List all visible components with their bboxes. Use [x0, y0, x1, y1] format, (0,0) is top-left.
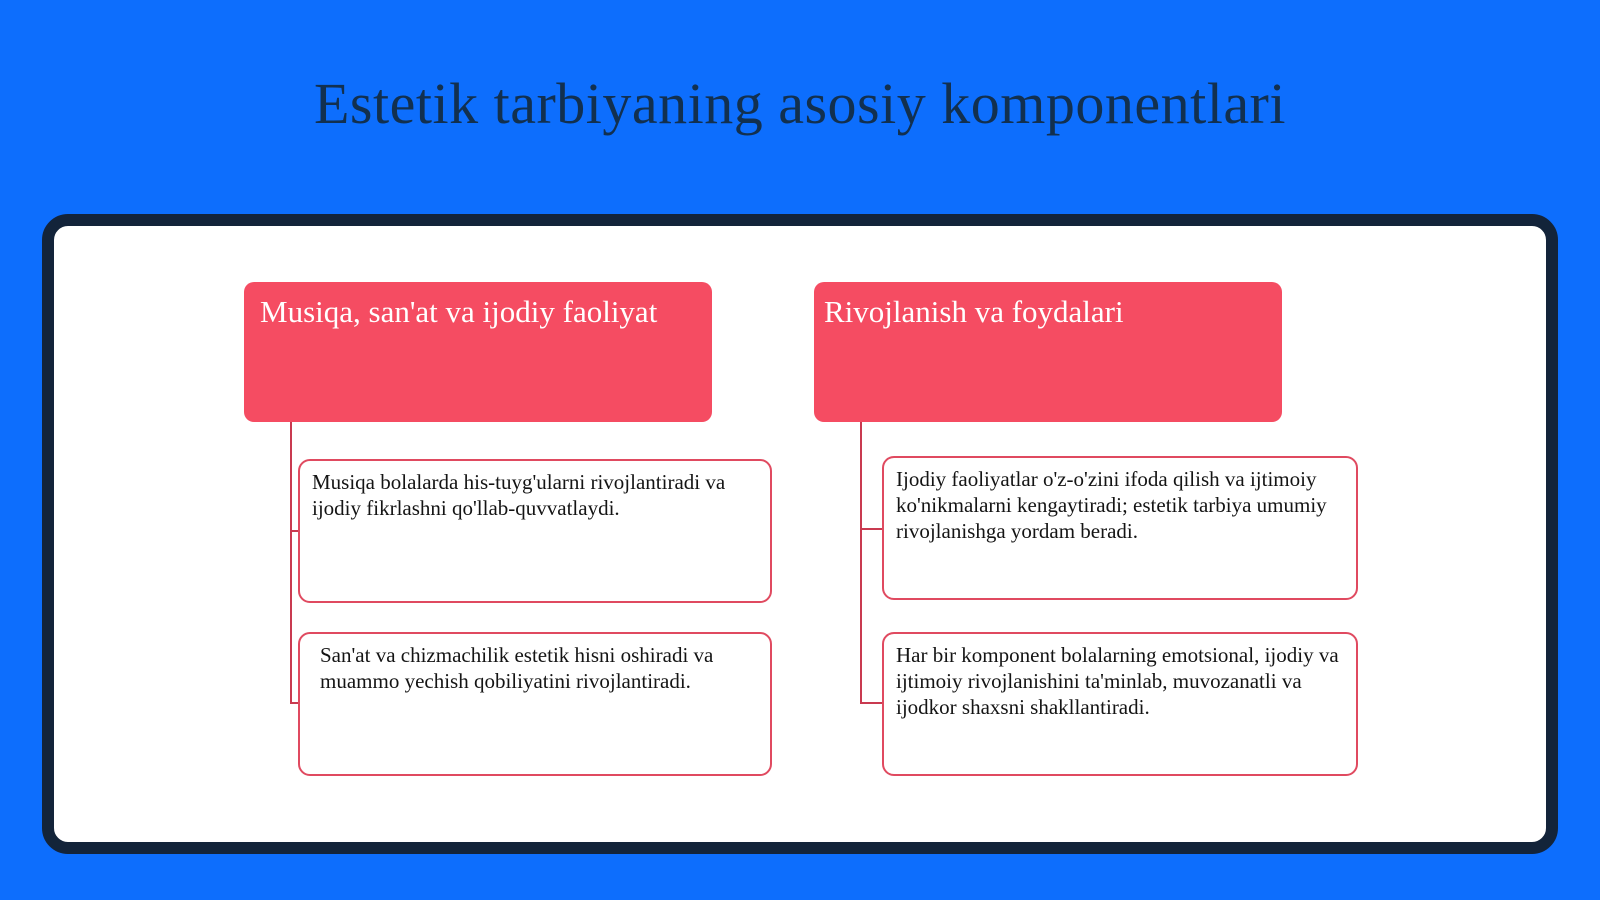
- branch-1-item-2: San'at va chizmachilik estetik hisni oshiradi va muammo yechish qobiliyatini rivojlantiradi.: [298, 632, 772, 776]
- branch-2-connector-item-1: [860, 528, 882, 530]
- branch-2-item-1: Ijodiy faoliyatlar o'z-o'zini ifoda qilish va ijtimoiy ko'nikmalarni kengaytiradi; estetik tarbiya umumiy rivojlanishga yordam beradi.: [882, 456, 1358, 600]
- branch-2-connector-item-2: [860, 702, 882, 704]
- slide-title: Estetik tarbiyaning asosiy komponentlari: [314, 71, 1286, 136]
- branch-heading-development-benefits: Rivojlanish va foydalari: [814, 282, 1282, 422]
- branch-heading-music-art: Musiqa, san'at va ijodiy faoliyat: [244, 282, 712, 422]
- branch-2-item-2: Har bir komponent bolalarning emotsional, ijodiy va ijtimoiy rivojlanishini ta'minlab, muvozanatli va ijodkor shaxsni shakllantiradi.: [882, 632, 1358, 776]
- branch-2-vertical-connector: [860, 422, 862, 704]
- branch-1-vertical-connector: [290, 422, 292, 704]
- branch-1-item-1: Musiqa bolalarda his-tuyg'ularni rivojlantiradi va ijodiy fikrlashni qo'llab-quvvatlaydi.: [298, 459, 772, 603]
- diagram-panel: [42, 214, 1558, 854]
